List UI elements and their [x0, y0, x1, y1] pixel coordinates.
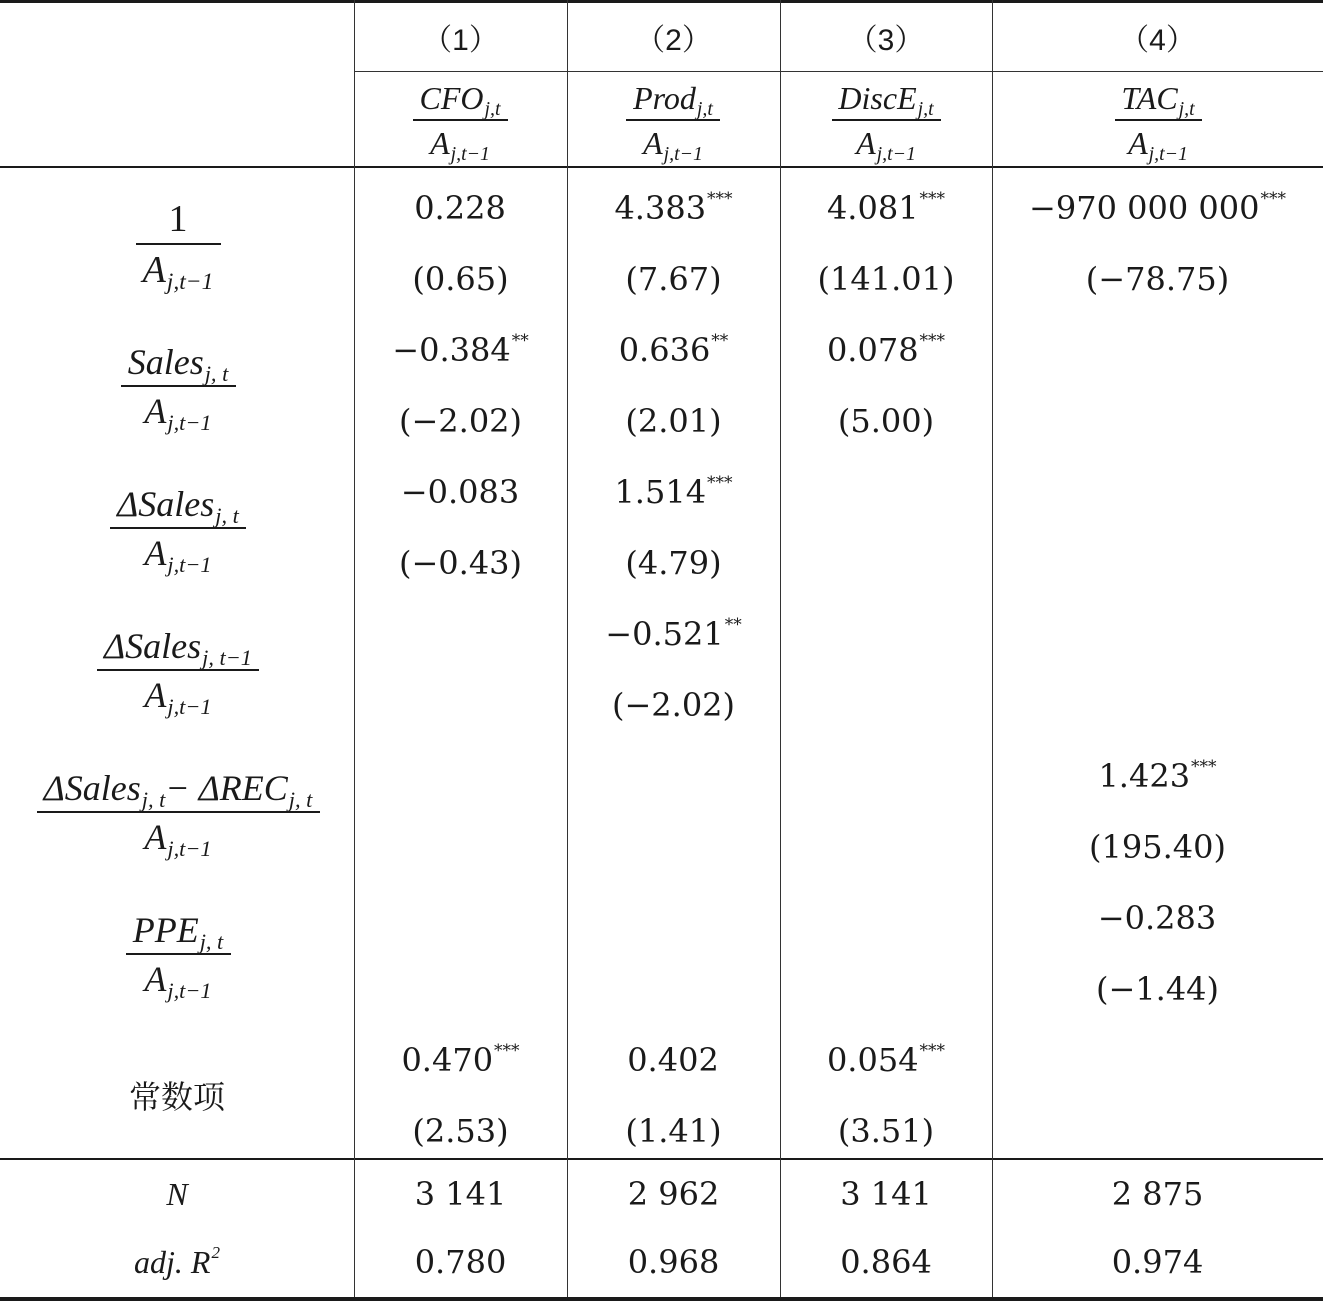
t-statistic: (1.41)	[625, 1111, 722, 1150]
t-statistic	[780, 669, 992, 740]
dep-denom-base: A	[430, 125, 450, 161]
dep-var-name: DiscE	[838, 80, 917, 116]
dep-var-1-numerator	[419, 80, 501, 120]
row-label-1-denominator	[142, 249, 214, 296]
regressor-denom-subscript: j,t−1	[167, 409, 212, 435]
row-label-2-denominator	[144, 391, 212, 435]
regressor-numerator-subscript: j, t−1	[202, 644, 252, 670]
regressor-denom-subscript: j,t−1	[167, 835, 212, 861]
dep-var-3	[832, 80, 941, 165]
coef-value: 1.514	[614, 472, 707, 511]
t-statistic: (−2.02)	[611, 685, 736, 724]
significance-stars: ***	[1191, 756, 1217, 777]
regressor-numerator-subscript: j, t	[199, 928, 224, 954]
regressor-denom-subscript: j,t−1	[167, 551, 212, 577]
observations-value: 2 875	[1111, 1175, 1204, 1213]
regressor-denom-base: A	[144, 959, 167, 999]
coef-cell	[780, 1024, 992, 1095]
row-label-3-numerator	[117, 484, 239, 528]
coef-cell	[354, 740, 567, 811]
dep-var-1	[413, 80, 508, 165]
coef-cell	[354, 598, 567, 669]
regressor-numerator-subscript: j, t	[215, 502, 239, 528]
t-statistic	[780, 811, 992, 882]
row-label-constant: 常数项	[128, 1078, 225, 1116]
coef-value: −0.384	[392, 330, 511, 369]
dep-denom-subscript: j,t−1	[876, 142, 916, 165]
coef-cell	[567, 172, 780, 243]
row-label-3	[110, 484, 246, 577]
coef-cell	[992, 456, 1323, 527]
t-statistic	[780, 527, 992, 598]
dep-var-name: TAC	[1121, 80, 1178, 116]
dep-var-subscript: j,t	[1178, 97, 1195, 120]
coef-cell	[567, 882, 780, 953]
t-statistic	[992, 527, 1323, 598]
significance-stars: **	[711, 330, 729, 351]
coef-cell	[992, 314, 1323, 385]
coef-cell	[567, 456, 780, 527]
coef-value: 1.423	[1098, 756, 1191, 795]
coef-cell	[567, 740, 780, 811]
row-label-1-bar	[136, 243, 221, 245]
significance-stars: ***	[1260, 188, 1286, 209]
regressor-denom-base: A	[144, 533, 167, 573]
t-statistic	[354, 811, 567, 882]
coef-cell	[780, 882, 992, 953]
coef-cell	[567, 1024, 780, 1095]
dep-var-subscript: j,t	[917, 97, 934, 120]
coef-value: −0.083	[400, 472, 520, 511]
footer-label-superscript: 2	[211, 1243, 220, 1262]
t-statistic	[992, 385, 1323, 456]
regressor-denom-subscript: j,t−1	[166, 269, 214, 296]
row-label-4	[97, 626, 259, 719]
significance-stars: **	[724, 614, 742, 635]
coef-cell	[992, 598, 1323, 669]
dep-denom-subscript: j,t−1	[663, 142, 703, 165]
coef-cell	[992, 1024, 1323, 1095]
table-rule-3	[0, 1297, 1323, 1301]
t-statistic: (141.01)	[817, 259, 955, 298]
dep-var-2-denominator	[643, 125, 703, 165]
dep-var-1-denominator	[430, 125, 490, 165]
coef-cell	[567, 598, 780, 669]
coef-cell	[992, 172, 1323, 243]
t-statistic	[354, 669, 567, 740]
dep-denom-subscript: j,t−1	[450, 142, 490, 165]
t-statistic	[354, 953, 567, 1024]
row-label-5-denominator	[144, 817, 212, 861]
dep-denom-subscript: j,t−1	[1148, 142, 1188, 165]
row-label-5	[37, 768, 320, 861]
coef-cell	[780, 598, 992, 669]
t-statistic	[992, 669, 1323, 740]
row-label-2	[121, 342, 236, 435]
regressor-numerator: ΔSales	[117, 484, 215, 524]
regressor-denom-base: A	[144, 675, 167, 715]
coef-cell	[354, 172, 567, 243]
t-statistic: (−0.43)	[398, 543, 523, 582]
significance-stars: ***	[707, 472, 733, 493]
coef-cell	[780, 456, 992, 527]
regressor-denom-base: A	[144, 817, 167, 857]
row-label-1	[136, 198, 221, 296]
regressor-denom-base: A	[144, 391, 167, 431]
adj-r2-value: 0.968	[627, 1243, 720, 1281]
row-label-6	[126, 910, 231, 1003]
dep-denom-base: A	[1128, 125, 1148, 161]
regressor-numerator-subscript: j, t	[141, 786, 166, 812]
significance-stars: ***	[919, 1040, 946, 1061]
regressor-numerator: 1	[168, 198, 188, 240]
dep-var-2	[626, 80, 720, 165]
coef-value: 0.228	[414, 188, 506, 227]
coef-cell	[354, 314, 567, 385]
regressor-denom-base: A	[142, 249, 166, 291]
t-statistic: (2.53)	[412, 1111, 509, 1150]
coef-value: 4.383	[614, 188, 707, 227]
row-label-3-denominator	[144, 533, 212, 577]
t-statistic: (195.40)	[1089, 827, 1226, 866]
significance-stars: ***	[494, 1040, 520, 1061]
coef-cell	[354, 882, 567, 953]
significance-stars: **	[511, 330, 529, 351]
t-statistic: (2.01)	[625, 401, 722, 440]
regressor-numerator: ΔSales	[43, 768, 141, 808]
footer-label-n	[0, 1160, 354, 1228]
coef-value: 0.402	[627, 1040, 719, 1079]
coef-cell	[354, 1024, 567, 1095]
row-label-1-numerator	[169, 200, 188, 238]
dep-var-name: Prod	[633, 80, 696, 116]
dep-var-4-denominator	[1128, 125, 1188, 165]
t-statistic: (−1.44)	[1095, 969, 1220, 1008]
coef-value: −0.521	[605, 614, 724, 653]
adj-r2-value: 0.780	[414, 1243, 507, 1281]
t-statistic: (0.65)	[412, 259, 509, 298]
footer-label-text: adj. R	[134, 1243, 211, 1280]
significance-stars: ***	[707, 188, 733, 209]
coef-cell	[992, 882, 1323, 953]
coef-value: 0.078	[826, 330, 919, 369]
dep-denom-base: A	[643, 125, 663, 161]
adj-r2-value: 0.974	[1111, 1243, 1204, 1281]
dep-var-2-numerator	[633, 80, 713, 120]
regressor-numerator-2-subscript: j, t	[288, 786, 313, 812]
row-label-4-denominator	[144, 675, 212, 719]
regressor-numerator: ΔSales	[104, 626, 202, 666]
significance-stars: ***	[919, 188, 946, 209]
regressor-denom-subscript: j,t−1	[167, 977, 212, 1003]
t-statistic: (−78.75)	[1085, 259, 1230, 298]
observations-value: 3 141	[414, 1175, 507, 1213]
coef-cell	[354, 456, 567, 527]
observations-value: 3 141	[840, 1175, 932, 1213]
coef-cell	[780, 740, 992, 811]
t-statistic	[567, 953, 780, 1024]
t-statistic: (3.51)	[837, 1111, 935, 1150]
row-label-2-numerator	[127, 342, 229, 386]
row-label-4-numerator	[104, 626, 252, 670]
regressor-numerator: PPE	[132, 910, 199, 950]
row-label-6-numerator	[132, 910, 224, 954]
t-statistic: (5.00)	[837, 401, 935, 440]
coef-cell	[780, 172, 992, 243]
dep-denom-base: A	[856, 125, 876, 161]
coef-value: −0.283	[1097, 898, 1217, 937]
dep-var-subscript: j,t	[696, 97, 713, 120]
column-number-4: （4）	[1119, 24, 1196, 57]
observations-value: 2 962	[627, 1175, 720, 1213]
row-label-5-bar	[37, 811, 320, 813]
regressor-denom-subscript: j,t−1	[167, 693, 212, 719]
column-number-3: （3）	[847, 24, 925, 57]
coef-cell	[992, 740, 1323, 811]
table-rule-0	[0, 0, 1323, 3]
t-statistic	[780, 953, 992, 1024]
regressor-numerator: Sales	[127, 342, 204, 382]
dep-var-name: CFO	[419, 80, 484, 116]
coef-value: 0.636	[618, 330, 711, 369]
footer-label-adj-r2	[0, 1228, 354, 1296]
t-statistic: (−2.02)	[398, 401, 523, 440]
column-number-1: （1）	[422, 24, 499, 57]
dep-var-4	[1115, 80, 1202, 165]
t-statistic: (4.79)	[625, 543, 722, 582]
row-label-5-numerator	[43, 768, 313, 812]
column-number-2: （2）	[635, 24, 712, 57]
regressor-numerator-subscript: j, t	[204, 360, 229, 386]
coef-cell	[567, 314, 780, 385]
coef-cell	[780, 314, 992, 385]
dep-var-4-numerator	[1121, 80, 1195, 120]
adj-r2-value: 0.864	[840, 1243, 932, 1281]
regressor-numerator-2: − ΔREC	[165, 768, 288, 808]
t-statistic	[567, 811, 780, 882]
dep-var-3-denominator	[856, 125, 916, 165]
dep-var-3-numerator	[838, 80, 934, 120]
significance-stars: ***	[919, 330, 946, 351]
row-label-6-denominator	[144, 959, 212, 1003]
dep-var-subscript: j,t	[484, 97, 501, 120]
coef-value: 0.054	[826, 1040, 919, 1079]
coef-value: 4.081	[826, 188, 919, 227]
footer-label-text: N	[166, 1175, 188, 1212]
t-statistic	[992, 1095, 1323, 1166]
table-rule-1	[0, 166, 1323, 168]
t-statistic: (7.67)	[625, 259, 722, 298]
header-divider	[354, 71, 1323, 72]
coef-value: 0.470	[401, 1040, 494, 1079]
coef-value: −970 000 000	[1029, 188, 1260, 227]
